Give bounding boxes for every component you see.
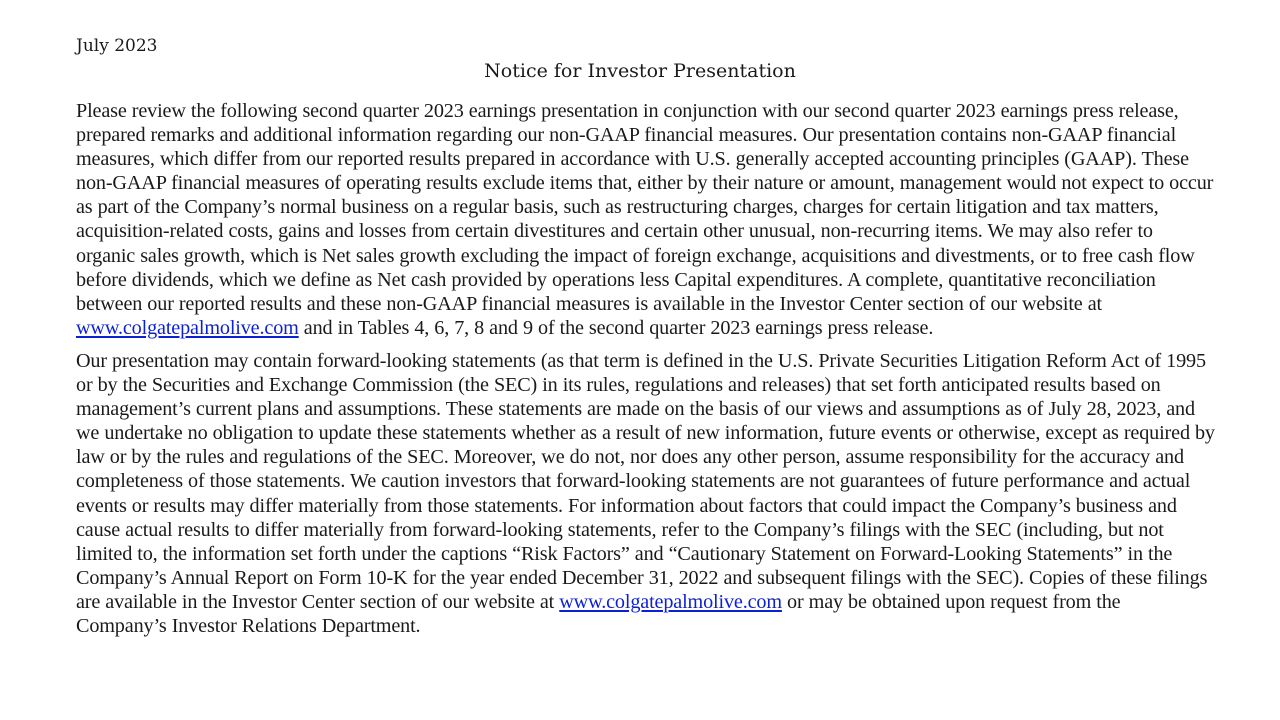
investor-notice-slide	[76, 34, 1216, 638]
non-gaap-text-end: and in Tables 4, 6, 7, 8 and 9 of the second quarter 2023 earnings press release.	[298, 316, 934, 339]
non-gaap-paragraph	[76, 99, 1216, 340]
forward-looking-text-end: or may be obtained upon request from the Company’s Investor Relations Department.	[76, 590, 1121, 637]
website-link[interactable]: www.colgatepalmolive.com	[76, 316, 299, 339]
forward-looking-text-start: Our presentation may contain forward-looking statements (as that term is defined in the U.S. Private Securities Litigation Reform Act of 1995 or by the Securities and Exchange Commission (the SEC) in its rules, regulations and releases) that set forth anticipated results based on management’s current plans and assumptions. These statements are made on the basis of our views and assumptions as of July 28, 2023, and we undertake no obligation to update these statements whether as a result of new information, future events or otherwise, except as required by law or by the rules and regulations of the SEC. Moreover, we do not, nor does any other person, assume responsibility for the accuracy and completeness of those statements. We caution investors that forward-looking statements are not guarantees of future performance and actual events or results may differ materially from those statements. For information about factors that could impact the Company’s business and cause actual results to differ materially from forward-looking statements, refer to the Company’s filings with the SEC (including, but not limited to, the information set forth under the captions “Risk Factors” and “Cautionary Statement on Forward-Looking Statements” in the Company’s Annual Report on Form 10-K for the year ended December 31, 2022 and subsequent filings with the SEC). Copies of these filings are available in the Investor Center section of our website at	[76, 349, 1215, 613]
non-gaap-text-start: Please review the following second quarter 2023 earnings presentation in conjunction with our second quarter 2023 earnings press release, prepared remarks and additional information regarding our non-GAAP financial measures. Our presentation contains non-GAAP financial measures, which differ from our reported results prepared in accordance with U.S. generally accepted accounting principles (GAAP). These non-GAAP financial measures of operating results exclude items that, either by their nature or amount, management would not expect to occur as part of the Company’s normal business on a regular basis, such as restructuring charges, charges for certain litigation and tax matters, acquisition-related costs, gains and losses from certain divestitures and certain other unusual, non-recurring items. We may also refer to organic sales growth, which is Net sales growth excluding the impact of foreign exchange, acquisitions and divestments, or to free cash flow before dividends, which we define as Net cash provided by operations less Capital expenditures. A complete, quantitative reconciliation between our reported results and these non-GAAP financial measures is available in the Investor Center section of our website at	[76, 100, 1214, 315]
website-link[interactable]: www.colgatepalmolive.com	[559, 590, 782, 613]
forward-looking-paragraph	[76, 349, 1216, 638]
page-title: Notice for Investor Presentation	[484, 60, 796, 82]
presentation-date: July 2023	[76, 36, 158, 56]
